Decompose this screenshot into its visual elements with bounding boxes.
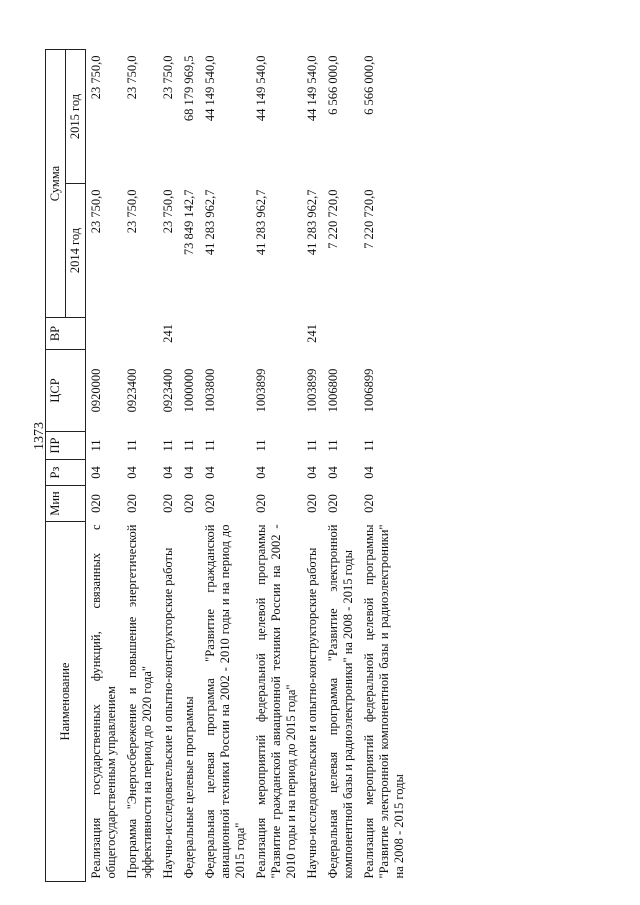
row-min: 020 bbox=[362, 494, 376, 513]
table-row bbox=[179, 50, 200, 882]
row-min: 020 bbox=[326, 494, 340, 513]
header-2014: 2014 год bbox=[66, 184, 86, 318]
row-vr bbox=[86, 318, 123, 350]
table-row bbox=[359, 50, 410, 882]
header-vr: ВР bbox=[46, 318, 86, 350]
row-name: Научно-исследовательские и опытно-конструкторские работы bbox=[161, 547, 175, 879]
row-name: Реализация мероприятий федеральной целевой программы "Развитие электронной компонентной базы и радиоэлектроники" на 2008 - 2015 годы bbox=[362, 524, 406, 879]
row-rz: 04 bbox=[203, 466, 217, 479]
row-vr: 241 bbox=[161, 324, 175, 343]
row-rz: 04 bbox=[125, 466, 139, 479]
row-min: 020 bbox=[254, 494, 268, 513]
rotated-page bbox=[45, 50, 610, 882]
table-row bbox=[323, 50, 359, 882]
row-sum-2015: 6 566 000,0 bbox=[326, 55, 340, 115]
table-row bbox=[251, 50, 302, 882]
row-sum-2015: 6 566 000,0 bbox=[362, 55, 376, 115]
row-name: Федеральная целевая программа "Развитие электронной компонентной базы и радиоэлектроники" на 2008 - 2015 годы bbox=[326, 524, 355, 879]
table-row bbox=[86, 50, 123, 882]
row-pr: 11 bbox=[89, 439, 103, 452]
row-vr bbox=[179, 318, 200, 350]
row-name: Научно-исследовательские и опытно-конструкторские работы bbox=[305, 547, 319, 879]
row-sum-2015: 44 149 540,0 bbox=[203, 55, 217, 122]
row-csr: 1003800 bbox=[203, 368, 217, 413]
row-pr: 11 bbox=[254, 439, 268, 452]
row-name: Федеральные целевые программы bbox=[182, 696, 196, 879]
row-rz: 04 bbox=[182, 466, 196, 479]
row-csr: 0920000 bbox=[89, 368, 103, 413]
row-pr: 11 bbox=[326, 439, 340, 452]
table-row bbox=[122, 50, 158, 882]
row-csr: 1003899 bbox=[305, 368, 319, 413]
row-sum-2014: 23 750,0 bbox=[89, 189, 103, 234]
row-sum-2015: 44 149 540,0 bbox=[305, 55, 319, 122]
row-rz: 04 bbox=[254, 466, 268, 479]
row-sum-2014: 41 283 962,7 bbox=[203, 189, 217, 256]
row-csr: 1006800 bbox=[326, 368, 340, 413]
row-min: 020 bbox=[182, 494, 196, 513]
row-min: 020 bbox=[125, 494, 139, 513]
row-name: Федеральная целевая программа "Развитие гражданской авиационной техники России на 2002 - 2010 годы и на период до 2015 года" bbox=[203, 524, 247, 879]
row-sum-2014: 23 750,0 bbox=[161, 189, 175, 234]
row-name: Реализация государственных функций, связанных с общегосударственным управлением bbox=[89, 524, 118, 879]
table-body bbox=[86, 50, 411, 882]
row-csr: 0923400 bbox=[161, 368, 175, 413]
row-vr bbox=[122, 318, 158, 350]
header-min: Мин bbox=[46, 486, 86, 522]
row-csr: 1006899 bbox=[362, 368, 376, 413]
header-2015: 2015 год bbox=[66, 50, 86, 184]
row-sum-2015: 23 750,0 bbox=[125, 55, 139, 100]
header-sum: Сумма bbox=[46, 50, 66, 318]
table-row bbox=[158, 50, 179, 882]
row-min: 020 bbox=[203, 494, 217, 513]
table-row bbox=[302, 50, 323, 882]
row-csr: 0923400 bbox=[125, 368, 139, 413]
row-name: Программа "Энергосбережение и повышение энергетической эффективности на период до 2020 года" bbox=[125, 524, 154, 879]
row-csr: 1003899 bbox=[254, 368, 268, 413]
row-min: 020 bbox=[89, 494, 103, 513]
page-number: 1373 bbox=[32, 422, 47, 450]
row-pr: 11 bbox=[182, 439, 196, 452]
row-min: 020 bbox=[161, 494, 175, 513]
row-vr: 241 bbox=[305, 324, 319, 343]
row-vr bbox=[323, 318, 359, 350]
row-pr: 11 bbox=[305, 439, 319, 452]
row-pr: 11 bbox=[161, 439, 175, 452]
row-sum-2014: 41 283 962,7 bbox=[305, 189, 319, 256]
row-vr bbox=[200, 318, 251, 350]
row-rz: 04 bbox=[326, 466, 340, 479]
row-sum-2015: 68 179 969,5 bbox=[182, 55, 196, 122]
row-sum-2014: 7 220 720,0 bbox=[326, 189, 340, 249]
row-rz: 04 bbox=[89, 466, 103, 479]
row-sum-2014: 41 283 962,7 bbox=[254, 189, 268, 256]
table-row bbox=[200, 50, 251, 882]
row-csr: 1000000 bbox=[182, 368, 196, 413]
row-pr: 11 bbox=[362, 439, 376, 452]
row-vr bbox=[251, 318, 302, 350]
header-csr: ЦСР bbox=[46, 350, 86, 432]
table-header bbox=[46, 50, 86, 882]
row-sum-2015: 44 149 540,0 bbox=[254, 55, 268, 122]
row-sum-2015: 23 750,0 bbox=[89, 55, 103, 100]
row-rz: 04 bbox=[161, 466, 175, 479]
row-sum-2014: 7 220 720,0 bbox=[362, 189, 376, 249]
row-pr: 11 bbox=[125, 439, 139, 452]
row-vr bbox=[359, 318, 410, 350]
row-sum-2014: 23 750,0 bbox=[125, 189, 139, 234]
row-min: 020 bbox=[305, 494, 319, 513]
row-name: Реализация мероприятий федеральной целевой программы "Развитие гражданской авиационной техники России на 2002 - 2010 годы и на период до 2015 года" bbox=[254, 524, 298, 879]
budget-table bbox=[45, 49, 410, 882]
row-rz: 04 bbox=[362, 466, 376, 479]
header-rz: Рз bbox=[46, 460, 86, 486]
header-pr: ПР bbox=[46, 432, 86, 460]
header-name: Наименование bbox=[46, 522, 86, 882]
row-rz: 04 bbox=[305, 466, 319, 479]
row-pr: 11 bbox=[203, 439, 217, 452]
row-sum-2015: 23 750,0 bbox=[161, 55, 175, 100]
row-sum-2014: 73 849 142,7 bbox=[182, 189, 196, 256]
